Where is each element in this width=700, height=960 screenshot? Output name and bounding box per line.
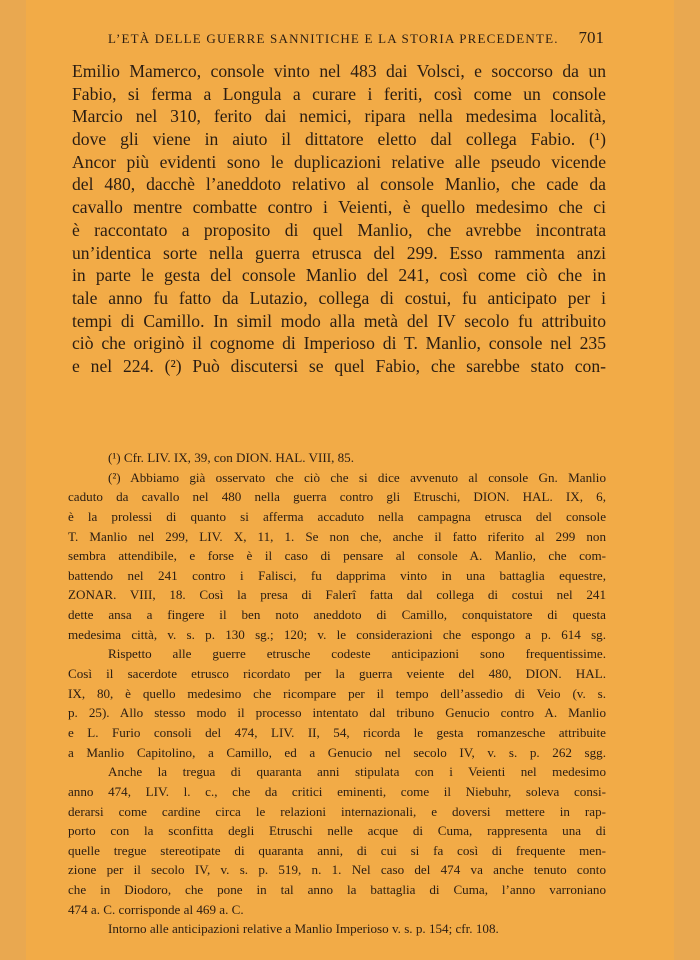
footnote-line: anno 474, LIV. l. c., che da critici eminenti, come il Niebuhr, soleva consi- <box>68 783 606 799</box>
body-line: tempi di Camillo. In simil modo alla metà del IV secolo fu attribuito <box>72 310 606 331</box>
footnote-line: IX, 80, è quello medesimo che ricompare per il tempo dell’assedio di Veio (v. s. <box>68 685 606 701</box>
footnote-line: Anche la tregua di quaranta anni stipulata con i Veienti nel medesimo <box>108 764 606 780</box>
body-line: Ancor più evidenti sono le duplicazioni relative alle pseudo vicende <box>72 151 606 172</box>
body-line: del 480, dacchè l’aneddoto relativo al console Manlio, che cade da <box>72 174 606 195</box>
footnote-line: p. 25). Allo stesso modo il processo intentato dal tribuno Genucio contro A. Manlio <box>68 705 606 721</box>
running-header <box>108 28 604 48</box>
footnote-line: Intorno alle anticipazioni relative a Manlio Imperioso v. s. p. 154; cfr. 108. <box>108 921 499 937</box>
body-line: in parte le gesta del console Manlio del 241, così come ciò che in <box>72 265 606 286</box>
body-line: ciò che originò il cognome di Imperioso di T. Manlio, console nel 235 <box>72 333 606 354</box>
footnote-line: (²) Abbiamo già osservato che ciò che si dice avvenuto al console Gn. Manlio <box>108 469 606 485</box>
body-line: Marcio nel 310, ferito dai nemici, ripara nella medesima località, <box>72 106 606 127</box>
footnote-line: porto con la sconfitta degli Etruschi nelle acque di Cuma, rappresenta una di <box>68 823 606 839</box>
footnote-line: è la prolessi di quanto si afferma accaduto nella campagna etrusca del console <box>68 508 606 524</box>
footnote-line: Così il sacerdote etrusco ricordato per la guerra veiente del 480, DION. HAL. <box>68 666 606 682</box>
body-line: un’identica sorte nella guerra etrusca del 299. Esso rammenta anzi <box>72 242 606 263</box>
body-line: e nel 224. (²) Può discutersi se quel Fabio, che sarebbe stato con- <box>72 355 606 376</box>
footnote-line: 474 a. C. corrisponde al 469 a. C. <box>68 901 244 917</box>
footnote-line: (¹) Cfr. LIV. IX, 39, con DION. HAL. VIII, 85. <box>108 450 354 465</box>
footnote-line: e L. Furio consoli del 474, LIV. II, 54, ricorda le gesta romanzesche attribuite <box>68 724 606 740</box>
footnote-line: medesima città, v. s. p. 130 sg.; 120; v. le considerazioni che espongo a p. 614 sg. <box>68 626 606 642</box>
body-line: Emilio Mamerco, console vinto nel 483 dai Volsci, e soccorso da un <box>72 61 606 81</box>
footnote-line: caduto da cavallo nel 480 nella guerra contro gli Etruschi, DION. HAL. IX, 6, <box>68 489 606 505</box>
body-line: dove gli viene in aiuto il dittatore eletto dal collega Fabio. (¹) <box>72 129 606 150</box>
body-line: tale anno fu fatto da Lutazio, collega di costui, fu anticipato per i <box>72 287 606 308</box>
footnote-line: dette ansa a fingere il ben noto aneddoto di Camillo, conquistatore di questa <box>68 607 606 623</box>
body-line: cavallo mentre combatte contro i Veienti, è quello medesimo che ci <box>72 197 606 218</box>
footnote-line: quelle tregue stereotipate di quaranta anni, di cui si fa così di frequente men- <box>68 842 606 858</box>
footnote-line: T. Manlio nel 299, LIV. X, 11, 1. Se non che, anche il fatto riferito al 299 non <box>68 528 606 544</box>
page-number: 701 <box>578 28 604 47</box>
footnote-line: ZONAR. VIII, 18. Così la presa di Falerî fatta dal collega di costui nel 241 <box>68 587 606 603</box>
footnotes <box>68 448 606 939</box>
footnote-line: sembra attendibile, e forse è il caso di pensare al console A. Manlio, che com- <box>68 548 606 564</box>
footnote-line: battendo nel 241 contro i Falisci, fu dapprima vinto in una battaglia equestre, <box>68 567 606 583</box>
footnote-line: a Manlio Capitolino, a Camillo, ed a Genucio nel secolo IV, v. s. p. 262 sgg. <box>68 744 606 760</box>
footnote-line: Rispetto alle guerre etrusche codeste anticipazioni sono frequentissime. <box>108 646 606 662</box>
footnote-line: zione per il secolo IV, v. s. p. 519, n. 1. Nel caso del 474 va anche tenuto conto <box>68 862 606 878</box>
body-line: è raccontato a proposito di quel Manlio, che avrebbe incontrata <box>72 219 606 240</box>
body-line: Fabio, si ferma a Longula a curare i feriti, così come un console <box>72 83 606 104</box>
body-text <box>72 60 606 378</box>
footnote-line: che in Diodoro, che pone in tal anno la battaglia di Cuma, l’anno varroniano <box>68 882 606 898</box>
footnote-line: derarsi come cardine circa le relazioni internazionali, e doversi mettere in rap- <box>68 803 606 819</box>
running-title: L’ETÀ DELLE GUERRE SANNITICHE E LA STORIA PRECEDENTE. <box>108 31 559 46</box>
